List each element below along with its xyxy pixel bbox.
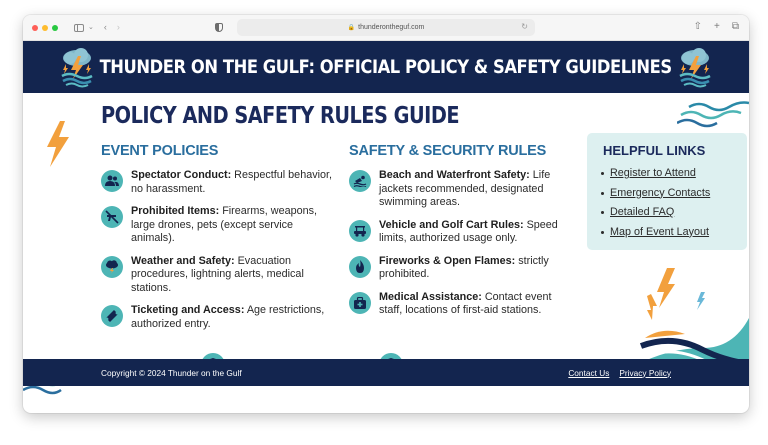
emergency-contacts-link[interactable]: Emergency Contacts (610, 186, 711, 199)
rule-item (349, 255, 571, 282)
helpful-links-list (601, 164, 733, 242)
rule-item (101, 205, 333, 246)
no-weapons-icon (101, 206, 123, 228)
rule-description: Age restrictions, authorized entry. (131, 304, 325, 330)
browser-window (23, 15, 749, 413)
rule-description: Contact event staff, locations of first-aid stations. (379, 290, 552, 316)
maximize-window-button[interactable] (52, 25, 58, 31)
helpful-links-panel (587, 133, 747, 250)
new-tab-icon[interactable]: + (714, 21, 720, 32)
rule-label: Weather and Safety: (131, 254, 235, 267)
people-icon (101, 170, 123, 192)
rule-label: Spectator Conduct: (131, 169, 232, 181)
rule-label: Beach and Waterfront Safety: (379, 169, 530, 181)
site-title: THUNDER ON THE GULF: OFFICIAL POLICY & SAFETY GUIDELINES (99, 56, 673, 78)
ticket-icon (101, 305, 123, 327)
list-item (601, 184, 733, 204)
storm-logo-icon (674, 46, 716, 88)
golf-cart-icon (349, 220, 371, 242)
list-item (601, 164, 733, 184)
close-window-button[interactable] (32, 25, 38, 31)
site-header (23, 41, 749, 93)
register-link[interactable]: Register to Attend (610, 167, 696, 179)
storm-cloud-icon (101, 256, 123, 278)
storm-logo-icon (56, 46, 98, 88)
back-button[interactable]: ‹ (103, 22, 107, 32)
reload-icon[interactable]: ↻ (521, 22, 528, 31)
main-content (23, 93, 749, 386)
rule-item (349, 219, 571, 246)
privacy-policy-link[interactable]: Privacy Policy (619, 367, 671, 378)
rule-item (101, 169, 333, 196)
rule-description: Speed limits, authorized usage only. (379, 218, 558, 244)
rule-label: Medical Assistance: (379, 290, 482, 303)
swimmer-icon (349, 170, 371, 192)
lock-icon: 🔒 (347, 25, 356, 31)
faq-link[interactable]: Detailed FAQ (610, 206, 675, 218)
helpful-links-title: HELPFUL LINKS (603, 143, 706, 158)
copyright-text: Copyright © 2024 Thunder on the Gulf (101, 367, 242, 378)
minimize-window-button[interactable] (42, 25, 48, 31)
window-controls (32, 25, 58, 31)
rule-description: strictly prohibited. (379, 254, 549, 280)
site-footer (23, 359, 749, 386)
footer-links (568, 368, 671, 378)
section-title: EVENT POLICIES (101, 143, 219, 159)
rule-item (101, 304, 333, 331)
address-bar[interactable] (237, 19, 535, 36)
rule-description: Evacuation procedures, lightning alerts, medical stations. (131, 254, 304, 294)
rule-item (101, 255, 333, 296)
chevron-down-icon[interactable]: ⌄ (88, 24, 94, 31)
rule-label: Ticketing and Access: (131, 304, 245, 316)
list-item (601, 223, 733, 243)
rule-label: Fireworks & Open Flames: (379, 254, 516, 267)
section-title: SAFETY & SECURITY RULES (349, 143, 547, 159)
rule-label: Prohibited Items: (131, 205, 220, 217)
rule-description: Firearms, weapons, large drones, pets (except service animals). (131, 205, 317, 244)
event-policies-section (101, 143, 333, 340)
privacy-shield-icon[interactable] (215, 23, 223, 32)
first-aid-icon (349, 292, 371, 314)
rule-description: Life jackets recommended, designated swimming areas. (379, 169, 551, 208)
rule-description: Respectful behavior, no harassment. (131, 169, 333, 195)
rule-label: Vehicle and Golf Cart Rules: (379, 218, 524, 231)
contact-us-link[interactable]: Contact Us (568, 367, 610, 378)
safety-rules-section (349, 143, 571, 327)
browser-toolbar (23, 15, 749, 41)
forward-button[interactable]: › (116, 22, 120, 32)
sidebar-toggle-icon[interactable] (74, 24, 84, 32)
rule-item (349, 169, 571, 210)
page-title: POLICY AND SAFETY RULES GUIDE (101, 103, 460, 129)
url-text: thunderontheguf.com (358, 24, 425, 31)
waves-icon (677, 99, 749, 129)
lightning-bolt-icon (45, 121, 71, 167)
share-icon[interactable]: ⇧ (693, 21, 703, 32)
event-map-link[interactable]: Map of Event Layout (610, 225, 710, 238)
rule-item (349, 291, 571, 318)
list-item (601, 203, 733, 223)
flame-icon (349, 256, 371, 278)
browser-actions (694, 21, 739, 33)
tabs-overview-icon[interactable]: ⧉ (731, 21, 739, 32)
